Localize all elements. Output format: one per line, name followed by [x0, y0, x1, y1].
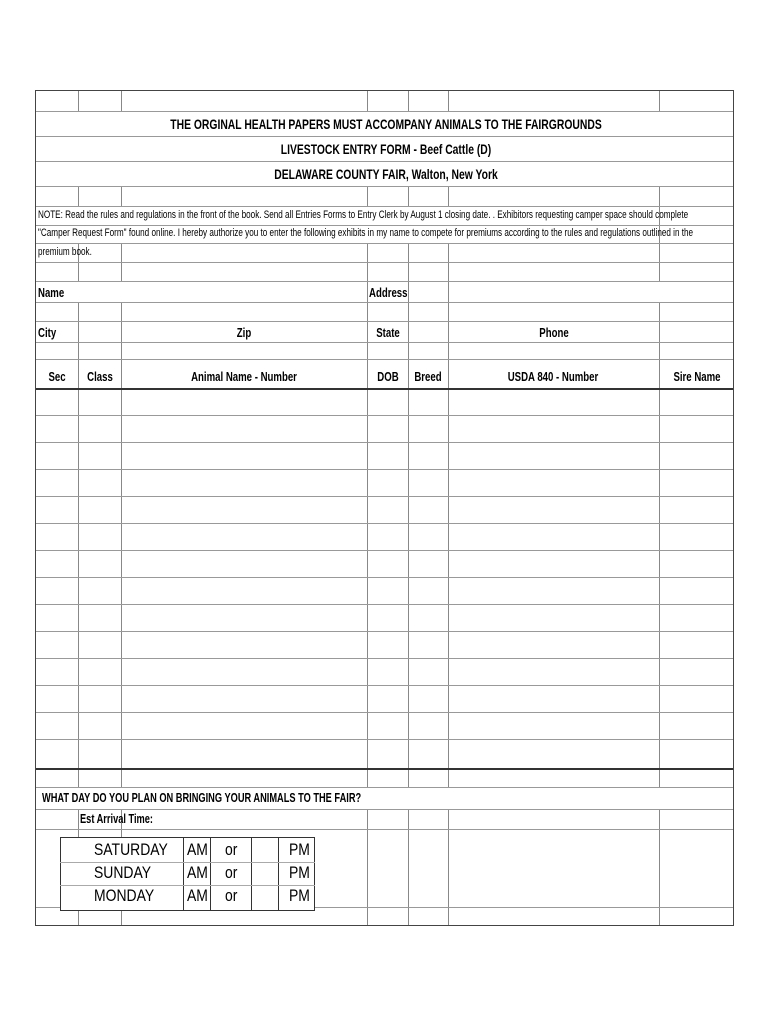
day-label: SUNDAY — [94, 863, 152, 882]
grid-row-line — [36, 161, 733, 162]
phone-cell[interactable] — [449, 322, 659, 342]
col-header-sec: Sec — [48, 369, 66, 384]
col-header-dob: DOB — [377, 369, 399, 384]
col-header-usda: USDA 840 - Number — [507, 369, 599, 384]
pm-label: PM — [289, 840, 310, 859]
grid-row-line — [36, 186, 733, 187]
zip-cell[interactable] — [122, 322, 367, 342]
header-row — [36, 137, 734, 161]
arrival-day-table — [60, 837, 315, 911]
note-row — [36, 207, 689, 225]
grid-row-line — [36, 302, 733, 303]
or-label: or — [225, 886, 238, 905]
grid-row-line — [36, 577, 733, 578]
note-line-3: premium book. — [38, 246, 92, 258]
entry-form-sheet — [35, 90, 734, 926]
table-bottom-line — [36, 768, 733, 770]
note-line-2: "Camper Request Form" found online. I hereby authorize you to enter the following exhibits in my name to compete for premiums according to the rules and regulations outlined in the — [38, 227, 694, 239]
grid-row-line — [36, 442, 733, 443]
name-field[interactable] — [79, 282, 367, 302]
am-label: AM — [187, 863, 208, 882]
grid-row-line — [36, 685, 733, 686]
grid-row-line — [36, 469, 733, 470]
col-header-sire: Sire Name — [673, 369, 721, 384]
grid-row-line — [36, 631, 733, 632]
grid-row-line — [36, 658, 733, 659]
name-label: Name — [38, 285, 65, 300]
or-label: or — [225, 840, 238, 859]
grid-row-line — [36, 712, 733, 713]
grid-row-line — [36, 243, 733, 244]
city-label: City — [38, 325, 57, 340]
grid-row-line — [36, 523, 733, 524]
form-title: LIVESTOCK ENTRY FORM - Beef Cattle (D) — [280, 141, 492, 157]
grid-row-line — [36, 136, 733, 137]
pm-label: PM — [289, 863, 310, 882]
address-label: Address — [369, 285, 408, 300]
am-label: AM — [187, 886, 208, 905]
grid-row-line — [36, 496, 733, 497]
est-arrival-label: Est Arrival Time: — [80, 812, 154, 826]
grid-row-line — [36, 359, 733, 360]
grid-row-line — [36, 342, 733, 343]
table-header-line — [36, 388, 733, 390]
arrival-question-row — [36, 788, 734, 809]
day-label: SATURDAY — [94, 840, 168, 859]
day-label: MONDAY — [94, 886, 155, 905]
am-label: AM — [187, 840, 208, 859]
grid-row-line — [36, 262, 733, 263]
address-field[interactable] — [449, 282, 734, 302]
note-line-1: NOTE: Read the rules and regulations in the front of the book. Send all Entries Forms to Entry Clerk by August 1 closing date. . Exhibitors requesting camper space should complete — [38, 209, 689, 221]
grid-row-line — [36, 829, 733, 830]
zip-label: Zip — [236, 325, 252, 340]
phone-label: Phone — [539, 325, 569, 340]
health-papers-notice: THE ORGINAL HEALTH PAPERS MUST ACCOMPANY ANIMALS TO THE FAIRGROUNDS — [170, 116, 602, 132]
fair-name: DELAWARE COUNTY FAIR, Walton, New York — [274, 166, 498, 182]
header-row — [36, 112, 734, 136]
grid-row-line — [36, 739, 733, 740]
or-label: or — [225, 863, 238, 882]
note-row — [36, 226, 694, 243]
grid-row-line — [36, 604, 733, 605]
header-row — [36, 162, 734, 186]
arrival-question: WHAT DAY DO YOU PLAN ON BRINGING YOUR ANIMALS TO THE FAIR? — [42, 791, 362, 805]
grid-row-line — [36, 415, 733, 416]
col-header-breed: Breed — [414, 369, 442, 384]
col-header-class: Class — [87, 369, 113, 384]
grid-row-line — [36, 550, 733, 551]
state-label: State — [376, 325, 400, 340]
col-header-animal-name: Animal Name - Number — [191, 369, 297, 384]
grid-row-line — [36, 809, 733, 810]
pm-label: PM — [289, 886, 310, 905]
